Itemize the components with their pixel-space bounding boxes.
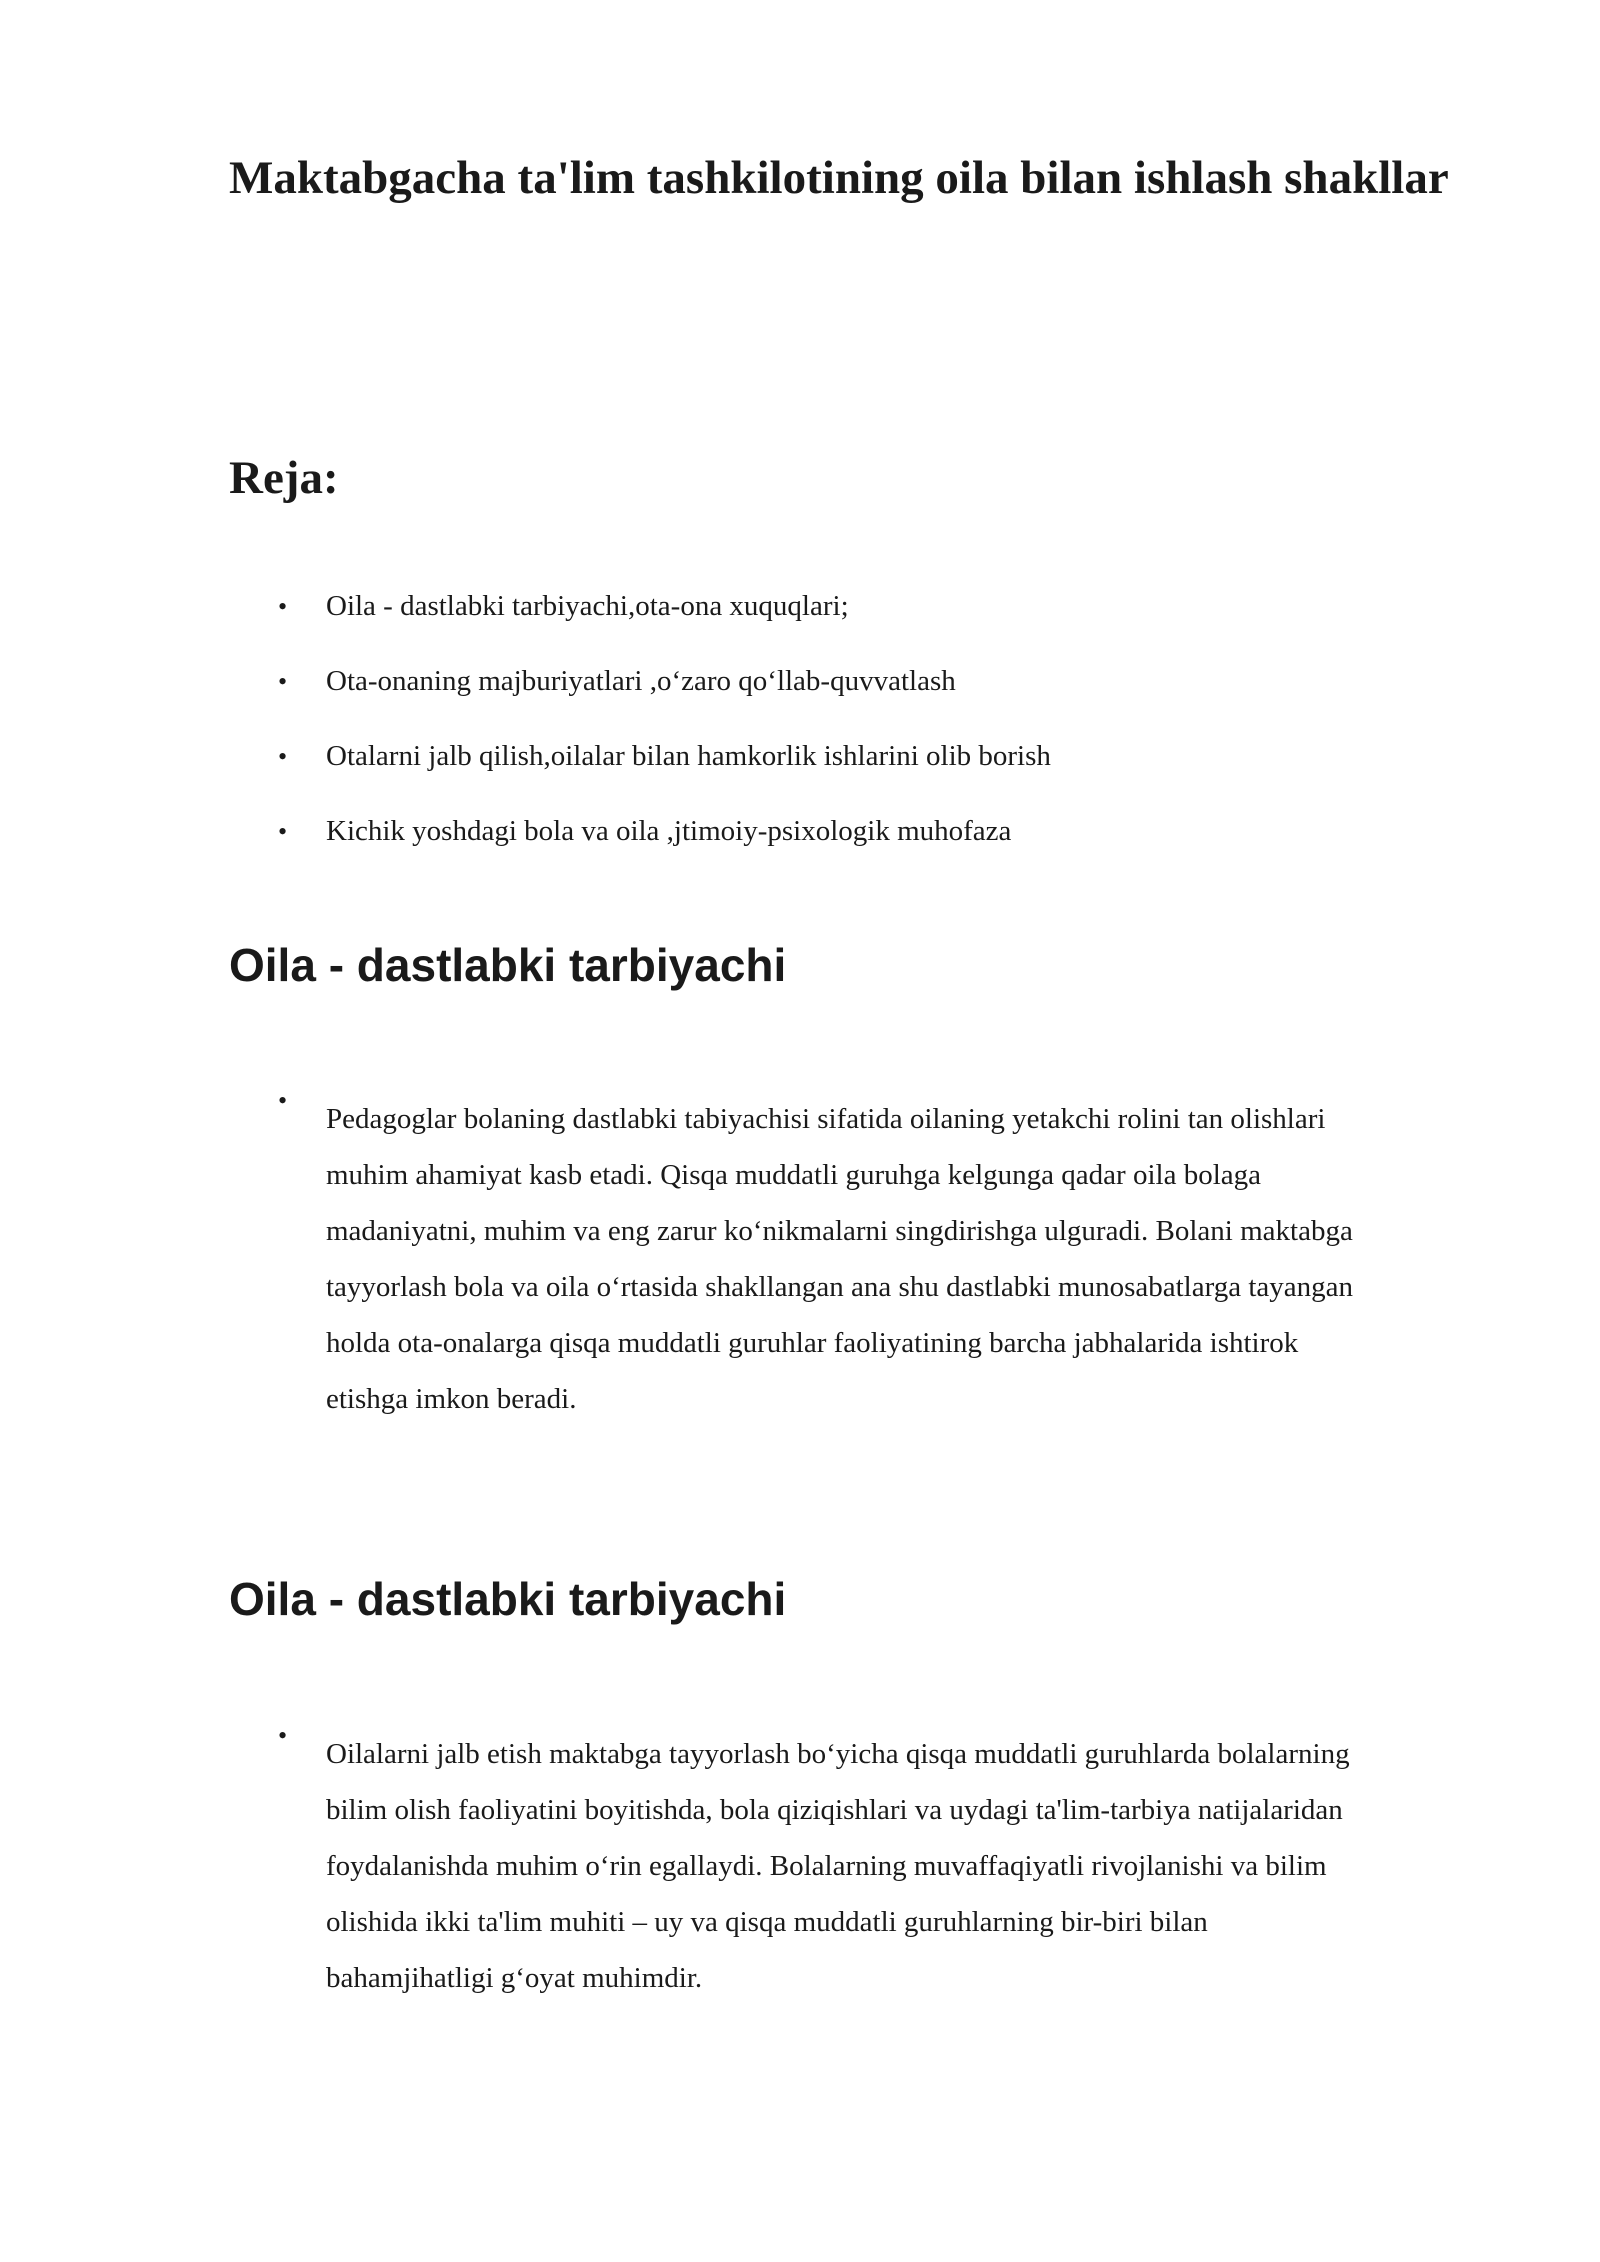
plan-item (229, 663, 1429, 700)
plan-list (229, 588, 1429, 888)
paragraph-line: muhim ahamiyat kasb etadi. Qisqa muddatli guruhga kelgunga qadar oila bolaga (326, 1159, 1261, 1191)
bullet-icon: • (278, 817, 288, 846)
paragraph-line: tayyorlash bola va oila o‘rtasida shakllangan ana shu dastlabki munosabatlarga tayangan (326, 1271, 1354, 1303)
paragraph-line: bilim olish faoliyatini boyitishda, bola qiziqishlari va uydagi ta'lim-tarbiya natijalaridan (326, 1794, 1343, 1826)
plan-heading: Reja: (229, 452, 339, 504)
bullet-icon: • (278, 592, 288, 621)
paragraph-line: Oilalarni jalb etish maktabga tayyorlash bo‘yicha qisqa muddatli guruhlarda bolalarning (326, 1738, 1350, 1770)
plan-item-text: Kichik yoshdagi bola va oila ,jtimoiy-psixologik muhofaza (326, 815, 1012, 847)
bullet-icon: • (278, 742, 288, 771)
paragraph-line: holda ota-onalarga qisqa muddatli guruhlar faoliyatining barcha jabhalarida ishtirok (326, 1327, 1299, 1359)
bullet-icon: • (278, 1721, 288, 1750)
paragraph-line: foydalanishda muhim o‘rin egallaydi. Bolalarning muvaffaqiyatli rivojlanishi va bilim (326, 1850, 1327, 1882)
plan-item (229, 588, 1429, 625)
plan-item-text: Otalarni jalb qilish,oilalar bilan hamkorlik ishlarini olib borish (326, 740, 1051, 772)
paragraph-line: madaniyatni, muhim va eng zarur ko‘nikmalarni singdirishga ulguradi. Bolani maktabga (326, 1215, 1353, 1247)
plan-item-text: Oila - dastlabki tarbiyachi,ota-ona xuquqlari; (326, 590, 849, 622)
paragraph-line: olishida ikki ta'lim muhiti – uy va qisqa muddatli guruhlarning bir-biri bilan (326, 1906, 1208, 1938)
section-heading: Oila - dastlabki tarbiyachi (229, 939, 787, 991)
bullet-icon: • (278, 1086, 288, 1115)
section-paragraph (229, 1717, 1479, 2016)
paragraph-line: etishga imkon beradi. (326, 1383, 577, 1415)
paragraph-line: Pedagoglar bolaning dastlabki tabiyachisi sifatida oilaning yetakchi rolini tan olishlari (326, 1103, 1326, 1135)
document-title: Maktabgacha ta'lim tashkilotining oila bilan ishlash shakllar (229, 152, 1449, 204)
bullet-icon: • (278, 667, 288, 696)
plan-item-text: Ota-onaning majburiyatlari ,o‘zaro qo‘llab-quvvatlash (326, 665, 956, 697)
plan-item (229, 813, 1429, 850)
section-paragraph (229, 1082, 1479, 1437)
section-heading: Oila - dastlabki tarbiyachi (229, 1573, 787, 1625)
plan-item (229, 738, 1429, 775)
paragraph-line: bahamjihatligi g‘oyat muhimdir. (326, 1962, 703, 1994)
